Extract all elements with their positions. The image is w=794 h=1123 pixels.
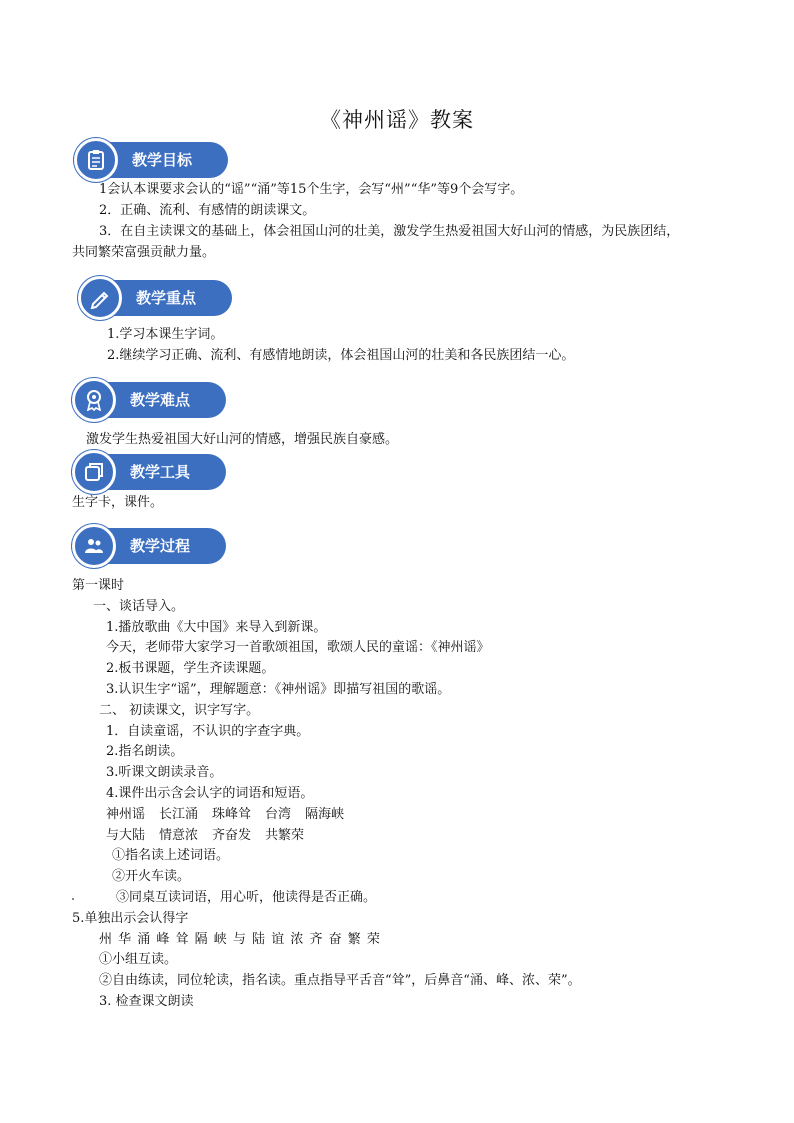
section-label: 教学目标	[132, 151, 193, 169]
process-line: ②自由练读，同位轮读，指名读。重点指导平舌音“耸”，后鼻音“涌、峰、浓、荣”。	[99, 973, 581, 988]
character-list: 州 华 涌 峰 耸 隔 峡 与 陆 谊 浓 齐 奋 繁 荣	[99, 932, 381, 947]
word: 隔海峡	[305, 807, 345, 822]
goal-line: 3．在自主读课文的基础上，体会祖国山河的壮美，激发学生热爱祖国大好山河的情感，为民族团结，	[99, 224, 680, 239]
focus-line: 1.学习本课生字词。	[107, 327, 224, 342]
people-icon	[72, 524, 116, 568]
clipboard-icon	[74, 138, 118, 182]
pencil-icon	[78, 276, 122, 320]
stray-mark	[72, 898, 74, 900]
process-line: 2.指名朗读。	[106, 744, 184, 759]
process-line: 3. 检查课文朗读	[99, 994, 194, 1009]
process-line: ②开火车读。	[112, 869, 191, 884]
difficulty-line: 激发学生热爱祖国大好山河的情感，增强民族自豪感。	[86, 432, 399, 447]
word: 台湾	[265, 807, 292, 822]
process-line: ①指名读上述词语。	[112, 848, 230, 863]
word-row	[106, 826, 318, 846]
page-title: 《神州谣》教案	[320, 108, 474, 132]
process-line: 二、 初读课文，识字写字。	[99, 703, 260, 718]
word-row	[106, 805, 358, 825]
process-line: 3.认识生字“谣”，理解题意：《神州谣》即描写祖国的歌谣。	[106, 682, 451, 697]
focus-line: 2.继续学习正确、流利、有感情地朗读，体会祖国山河的壮美和各民族团结一心。	[107, 348, 575, 363]
process-line: 5.单独出示会认得字	[72, 911, 189, 926]
process-line: 2.板书课题，学生齐读课题。	[106, 661, 275, 676]
process-line: 一、谈话导入。	[93, 599, 185, 614]
goal-line: 2．正确、流利、有感情的朗读课文。	[99, 203, 316, 218]
award-ribbon-icon	[72, 378, 116, 422]
process-line: 第一课时	[72, 578, 125, 593]
process-line: 今天，老师带大家学习一首歌颂祖国，歌颂人民的童谣：《神州谣》	[106, 640, 490, 655]
word: 与大陆	[106, 828, 146, 843]
section-label: 教学过程	[130, 537, 191, 555]
word: 珠峰耸	[212, 807, 252, 822]
process-line: 4.课件出示含会认字的词语和短语。	[106, 786, 314, 801]
word: 长江涌	[159, 807, 199, 822]
word: 共繁荣	[265, 828, 305, 843]
process-line: 1.播放歌曲《大中国》来导入到新课。	[106, 620, 327, 635]
section-label: 教学难点	[130, 391, 191, 409]
word: 情意浓	[159, 828, 199, 843]
process-line: 1．自读童谣，不认识的字查字典。	[106, 724, 310, 739]
word: 神州谣	[106, 807, 146, 822]
process-line: ③同桌互读词语，用心听，他读得是否正确。	[116, 890, 377, 905]
word: 齐奋发	[212, 828, 252, 843]
section-label: 教学重点	[136, 289, 197, 307]
cards-icon	[72, 450, 116, 494]
process-line: ①小组互读。	[99, 952, 178, 967]
process-line: 3.听课文朗读录音。	[106, 765, 223, 780]
section-label: 教学工具	[130, 463, 191, 481]
tools-line: 生字卡，课件。	[72, 495, 164, 510]
goal-line: 1会认本课要求会认的“谣”“涌”等15个生字，会写“州”“华”等9个会写字。	[99, 182, 524, 197]
goal-line: 共同繁荣富强贡献力量。	[72, 245, 216, 260]
